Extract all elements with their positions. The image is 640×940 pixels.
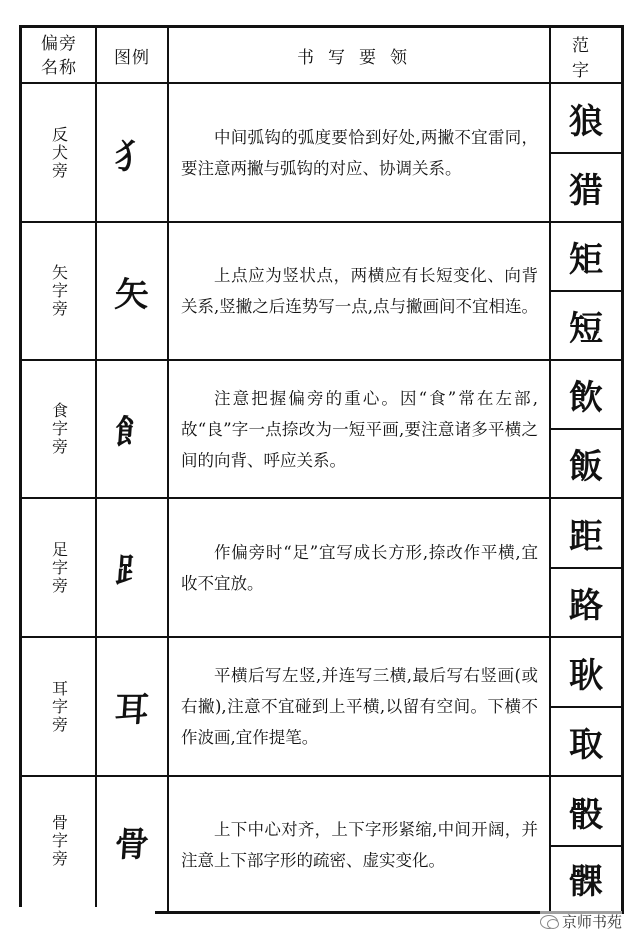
example-char-cell [550,153,622,222]
watermark [540,911,622,932]
column-divider [549,25,551,913]
radical-name: 耳字旁 [49,679,69,734]
example-char-cell [550,637,622,707]
example-char-cell [550,568,622,637]
example-char-cell [550,498,622,568]
radical-name: 矢字旁 [49,264,69,318]
row-divider [19,636,624,638]
header-glyph-label: 图例 [114,48,150,68]
watermark-text: 京师书苑 [561,913,622,931]
radical-glyph: 犭 [113,136,151,177]
radical-glyph: 耳 [113,690,151,730]
radical-name: 食字旁 [49,402,69,456]
table-border-left [19,25,22,907]
radical-glyph: 飠 [113,412,151,453]
table-row-name [22,498,96,637]
table-row-glyph [96,360,168,498]
header-examples [550,28,622,83]
example-divider [550,290,622,292]
table-row-guide [168,84,550,222]
example-divider [550,152,622,154]
table-row-glyph [96,84,168,222]
row-divider [19,497,624,499]
table-row-name [22,360,96,498]
guide-text: 作偏旁时“足”宜写成长方形,捺改作平横,宜收不宜放。 [181,542,538,593]
table-row-guide [168,222,550,360]
table-row-guide [168,360,550,498]
header-examples-label: 范字 [572,35,611,81]
header-radical-name-line2: 名称 [41,57,77,78]
guide-text: 平横后写左竖,并连写三横,最后写右竖画(或右撇),注意不宜碰到上平横,以留有空间。下横不作波画,宜作提笔。 [181,666,538,747]
example-char-cell [550,429,622,498]
table-row-guide [168,776,550,913]
example-char-cell [550,222,622,291]
example-char-cell [550,84,622,153]
guide-text: 中间弧钩的弧度要恰到好处,两撇不宜雷同，要注意两撇与弧钩的对应、协调关系。 [181,128,538,178]
table-row-glyph [96,776,168,906]
table-row-guide [168,498,550,637]
example-char: 耿 [569,655,603,696]
row-divider [19,775,624,777]
example-char-cell [550,776,622,846]
header-divider [19,82,624,84]
example-char: 骰 [569,794,603,835]
example-char-cell [550,707,622,776]
column-divider [95,25,97,907]
guide-text: 上点应为竖状点，两横应有长短变化、向背关系,竖撇之后连势写一点,点与撇画间不宜相连。 [181,266,538,316]
example-char: 取 [569,725,603,765]
wechat-icon [540,915,558,929]
table-row-glyph [96,222,168,360]
table-row-glyph [96,498,168,637]
radical-name: 反犬旁 [49,126,69,180]
example-divider [550,567,622,569]
radical-name: 骨字旁 [49,814,69,868]
table-row-name [22,637,96,776]
row-divider [19,359,624,361]
example-char-cell [550,360,622,429]
column-divider [167,25,169,913]
table-row-name [22,776,96,906]
header-glyph [96,28,168,83]
example-divider [550,428,622,430]
example-char: 狼 [569,102,603,142]
header-guide [168,28,550,83]
example-char: 矩 [569,240,603,280]
example-divider [550,845,622,847]
example-char-cell [550,291,622,360]
radical-glyph: ⻊ [113,551,151,591]
row-divider [19,221,624,223]
example-char: 路 [569,586,603,626]
guide-text: 注意把握偏旁的重心。因“食”常在左部,故“良”字一点捺改为一短平画,要注意诸多平横之间的向背、呼应关系。 [181,388,538,470]
example-char: 短 [569,309,603,349]
table-border-top [19,25,624,28]
guide-text: 上下中心对齐，上下字形紧缩,中间开阔，并注意上下部字形的疏密、虚实变化。 [181,819,538,870]
example-char: 距 [569,516,603,557]
radical-glyph: 骨 [113,824,151,865]
header-guide-label: 书写要领 [297,48,421,68]
example-divider [550,706,622,708]
radical-glyph: 矢 [113,274,151,315]
table-row-name [22,84,96,222]
example-char-cell [550,846,622,910]
example-char: 飲 [569,378,603,418]
table-row-name [22,222,96,360]
table-row-glyph [96,637,168,776]
example-char: 飯 [569,447,603,487]
header-radical-name [22,28,96,83]
example-char: 猎 [569,171,603,211]
radical-name: 足字旁 [49,540,69,595]
example-char: 髁 [569,861,603,902]
table-row-guide [168,637,550,776]
header-radical-name-line1: 偏旁 [41,33,77,54]
table-border-right [621,25,624,913]
